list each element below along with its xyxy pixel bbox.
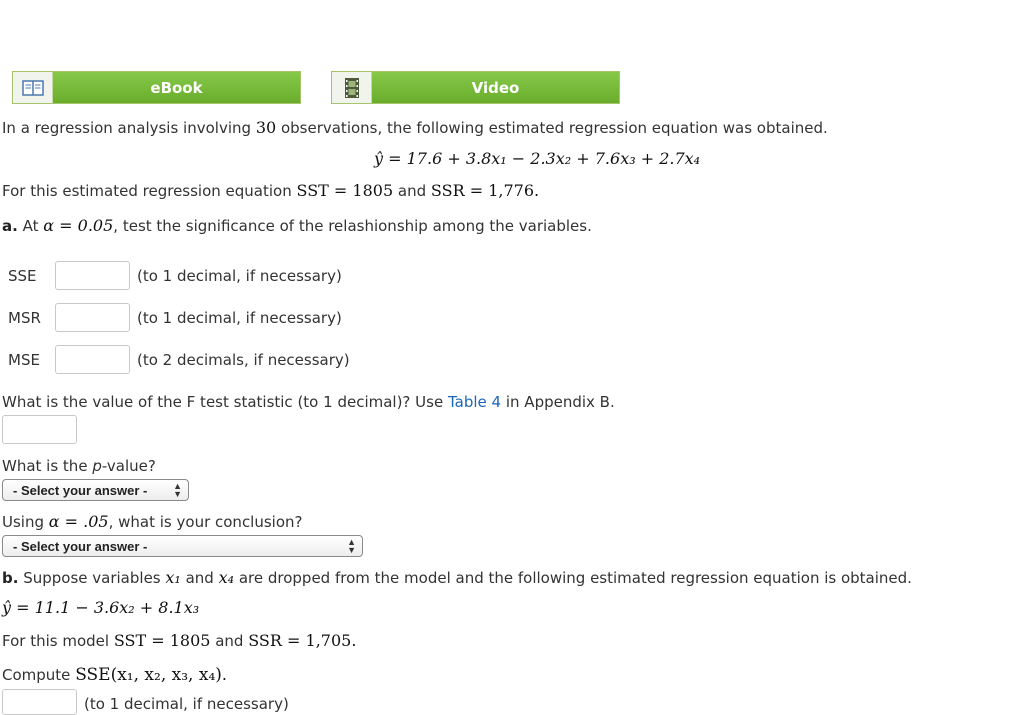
part-a-question [2,216,592,235]
intro-text-end: observations, the following estimated regression equation was obtained. [280,119,828,137]
intro-text: In a regression analysis involving [2,119,252,137]
part-b-text: Suppose variables [23,569,161,587]
alpha-value: α = 0.05 [43,216,114,235]
video-button[interactable] [331,71,620,104]
book-icon [13,72,53,103]
select-arrows-icon: ▲ ▼ [173,481,182,499]
p-question-pre: What is the [2,457,88,475]
conclusion-select[interactable] [2,535,363,557]
sse-expression: SSE(x₁, x₂, x₃, x₄) [75,665,222,685]
f-question [2,393,615,411]
sse-full-input[interactable] [2,689,77,715]
reduced-sst-pre: For this model [2,632,110,650]
part-b-letter: b. [2,569,19,587]
p-value-select-text: - Select your answer - [13,482,148,498]
sst-value: SST = 1805 [296,181,394,200]
var-x1: x₁ [165,568,181,587]
ebook-button[interactable] [12,71,301,104]
video-label: Video [372,72,619,103]
sse-input[interactable] [55,261,130,290]
p-italic: p [92,457,102,475]
and-text: and [215,632,244,650]
p-value-question [2,457,156,475]
p-value-select[interactable] [2,479,189,501]
f-question-text: What is the value of the F test statistic (to 1 decimal)? Use [2,393,444,411]
msr-label: MSR [8,309,41,327]
var-x4: x₄ [218,568,235,587]
regression-equation: ŷ = 17.6 + 3.8x₁ − 2.3x₂ + 7.6x₃ + 2.7x₄ [374,149,701,168]
part-a-text-post: , test the significance of the relashionship among the variables. [113,217,592,235]
f-question-end: in Appendix B. [505,393,615,411]
and-text: and [185,569,214,587]
conclusion-alpha: α = .05 [48,512,109,531]
reduced-ssr-value: SSR = 1,705 [248,631,352,650]
observation-count: 30 [255,118,277,137]
msr-input[interactable] [55,303,130,332]
compute-pre: Compute [2,666,71,684]
mse-hint: (to 2 decimals, if necessary) [137,351,350,369]
table-4-link[interactable]: Table 4 [447,393,502,411]
sse-label: SSE [8,267,37,285]
mse-label: MSE [8,351,40,369]
sst-ssr-sentence [2,181,539,200]
ssr-value: SSR = 1,776 [430,181,534,200]
f-statistic-input[interactable] [2,415,77,444]
sse-full-hint: (to 1 decimal, if necessary) [84,695,289,713]
reduced-equation: ŷ = 11.1 − 3.6x₂ + 8.1x₃ [2,598,200,617]
part-b-question [2,568,912,587]
period: . [351,631,357,650]
reduced-sst-ssr [2,631,356,650]
select-arrows-icon: ▲ ▼ [347,537,356,555]
conclusion-question [2,512,303,531]
part-a-text-pre: At [22,217,39,235]
period: . [221,665,227,684]
part-a-letter: a. [2,217,18,235]
compute-sse-question [2,665,227,685]
part-b-text-post: are dropped from the model and the following estimated regression equation is obtained. [238,569,912,587]
ebook-label: eBook [53,72,300,103]
sse-hint: (to 1 decimal, if necessary) [137,267,342,285]
conclusion-post: , what is your conclusion? [108,513,303,531]
conclusion-select-text: - Select your answer - [13,538,148,554]
and-text: and [397,182,427,200]
reduced-sst-value: SST = 1805 [113,631,211,650]
conclusion-pre: Using [2,513,44,531]
mse-input[interactable] [55,345,130,374]
sst-pre-text: For this estimated regression equation [2,182,292,200]
msr-hint: (to 1 decimal, if necessary) [137,309,342,327]
intro-sentence [2,118,828,137]
film-icon [332,72,372,103]
period: . [534,181,540,200]
p-question-post: -value? [101,457,156,475]
